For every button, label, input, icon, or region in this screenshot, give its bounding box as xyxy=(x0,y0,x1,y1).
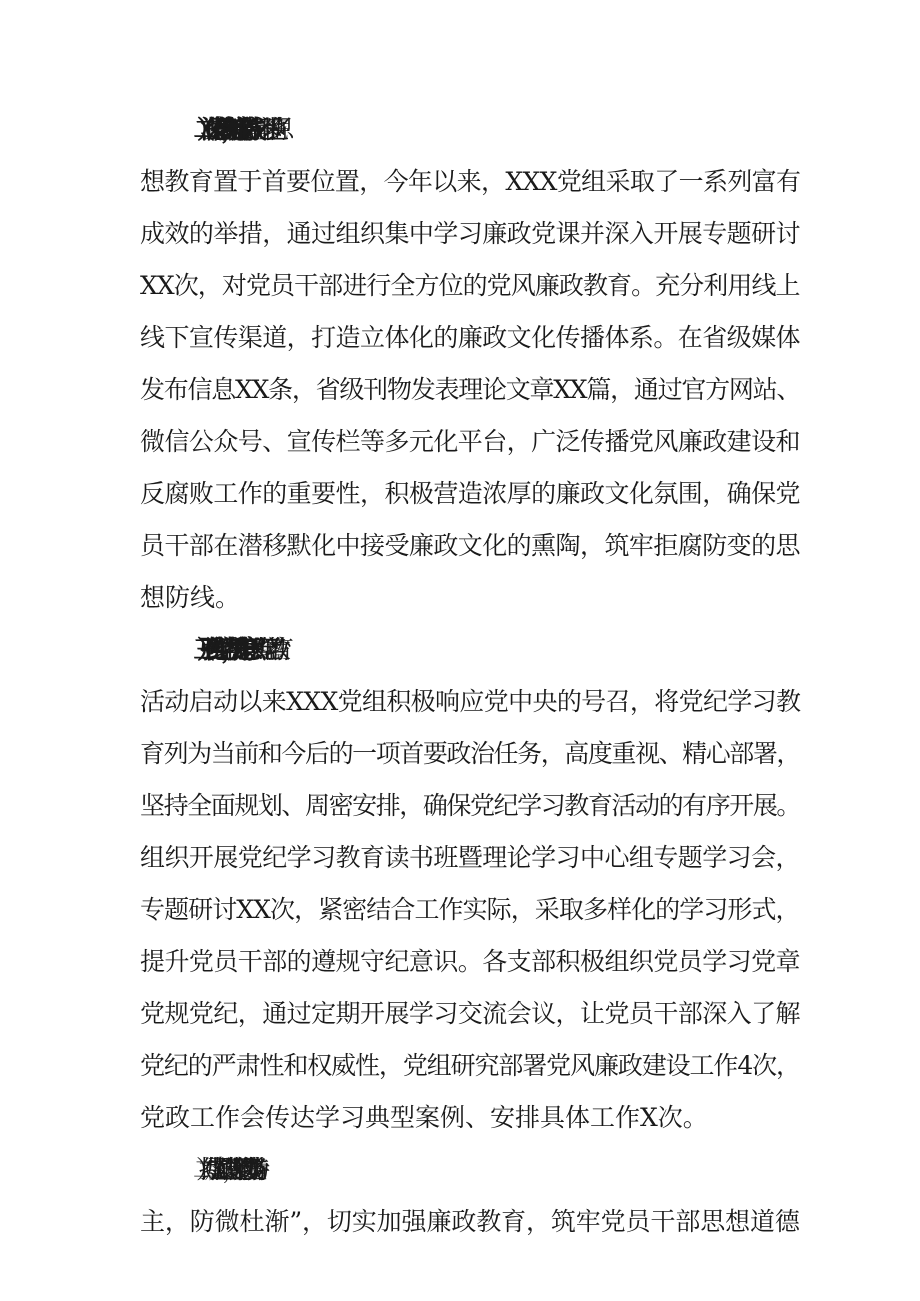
paragraph-line: 主，防微杜渐”，切实加强廉政教育，筑牢党员干部思想道德 xyxy=(140,1207,800,1236)
paragraph-line: 育列为当前和今后的一项首要政治任务，高度重视、精心部署， xyxy=(140,739,801,768)
paragraph-line: 党政工作会传达学习典型案例、安排具体工作X次。 xyxy=(140,1103,708,1132)
paragraph-text: 坚定不移地将思 xyxy=(248,115,273,144)
paragraph-line: 组织开展党纪学习教育读书班暨理论学习中心组专题学习会， xyxy=(140,843,801,872)
paragraph-line: 活动启动以来XXX党组积极响应党中央的号召，将党纪学习教 xyxy=(140,687,801,716)
paragraph-line: 线下宣传渠道，打造立体化的廉政文化传播体系。在省级媒体 xyxy=(140,323,801,352)
paragraph-line xyxy=(190,628,850,672)
paragraph-line: 想教育置于首要位置，今年以来，XXX党组采取了一系列富有 xyxy=(140,167,801,196)
paragraph-line: 成效的举措，通过组织集中学习廉政党课并深入开展专题研讨 xyxy=(140,219,801,248)
section-heading: （三）强化党纪学习，提升守纪意识。 xyxy=(190,635,249,664)
paragraph-line: 微信公众号、宣传栏等多元化平台，广泛传播党风廉政建设和 xyxy=(140,427,801,456)
paragraph-line: XX次，对党员干部进行全方位的党风廉政教育。充分利用线上 xyxy=(140,271,800,300)
paragraph-line xyxy=(190,108,850,152)
paragraph-line: 党纪的严肃性和权威性，党组研究部署党风廉政建设工作4次， xyxy=(140,1051,800,1080)
paragraph-line: 提升党员干部的遵规守纪意识。各支部积极组织党员学习党章 xyxy=(140,947,801,976)
paragraph-line: 想防线。 xyxy=(140,583,241,612)
section-heading: （二）深化思想教育，筑牢廉洁防线。 xyxy=(190,115,249,144)
paragraph-line: （二）持续加强思想建设，筑牢拒腐防线坚持“预防为 xyxy=(190,1155,248,1184)
paragraph-line: 党规党纪，通过定期开展学习交流会议，让党员干部深入了解 xyxy=(140,999,801,1028)
paragraph-line: 员干部在潜移默化中接受廉政文化的熏陶，筑牢拒腐防变的思 xyxy=(140,531,801,560)
paragraph-text: 自党纪学习教育 xyxy=(248,635,273,664)
paragraph-line: 坚持全面规划、周密安排，确保党纪学习教育活动的有序开展。 xyxy=(140,791,801,820)
paragraph-line: 专题研讨XX次，紧密结合工作实际，采取多样化的学习形式， xyxy=(140,895,800,924)
paragraph-line: 发布信息XX条，省级刊物发表理论文章XX篇，通过官方网站、 xyxy=(140,375,801,404)
paragraph-line: 反腐败工作的重要性，积极营造浓厚的廉政文化氛围，确保党 xyxy=(140,479,801,508)
